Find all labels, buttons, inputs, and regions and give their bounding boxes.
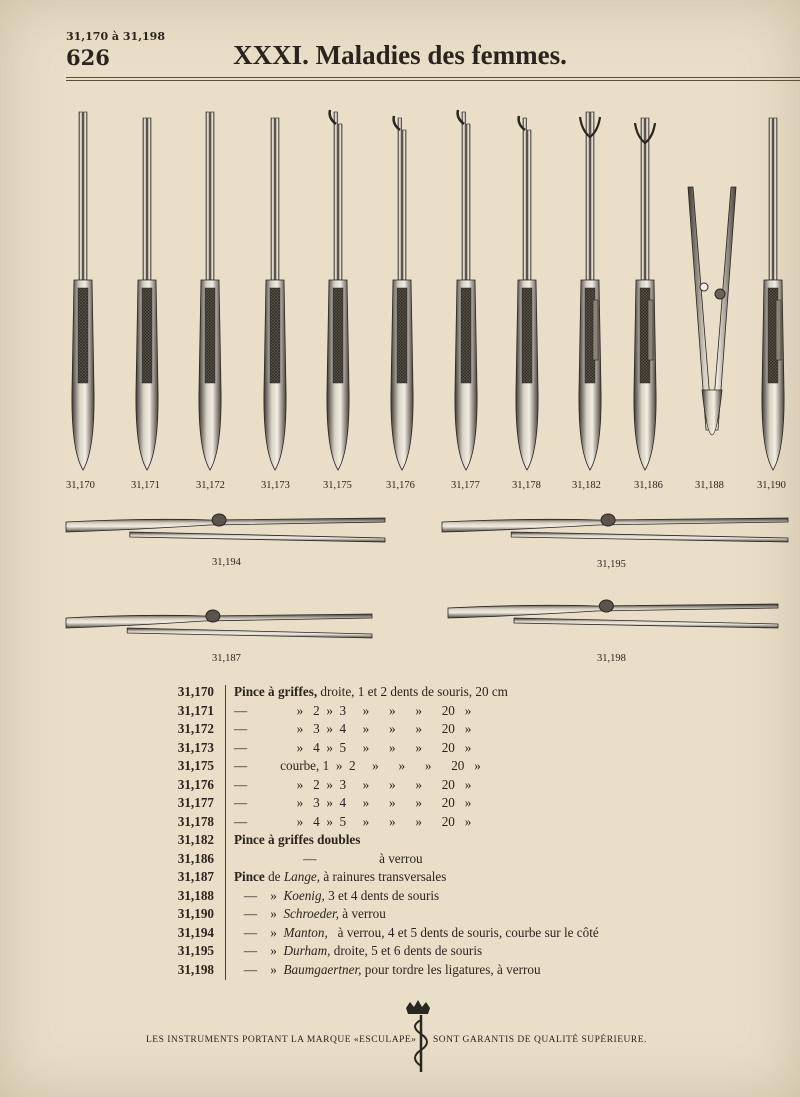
catalog-description <box>234 869 446 885</box>
page-title: XXXI. Maladies des femmes. <box>233 40 567 70</box>
catalog-description <box>234 943 482 959</box>
catalog-description <box>234 962 541 978</box>
catalog-description <box>234 721 471 737</box>
figure-label: 31,188 <box>695 480 724 491</box>
figure-label: 31,175 <box>323 480 352 491</box>
list-item <box>164 943 684 961</box>
description-part: Manton, <box>283 924 328 940</box>
figure-label: 31,171 <box>131 480 160 491</box>
description-part: Koenig, <box>283 887 325 903</box>
catalog-description <box>234 703 471 719</box>
description-part: — » <box>234 961 284 977</box>
figure-label: 31,182 <box>572 480 601 491</box>
catalog-number: 31,190 <box>177 906 214 921</box>
description-part: — » 2 » 3 » » » 20 » <box>234 776 472 792</box>
description-part: droite, 5 et 6 dents de souris <box>330 943 483 958</box>
list-item <box>164 888 684 906</box>
figure-label: 31,195 <box>597 559 626 570</box>
description-part: — courbe, 1 » 2 » » » 20 » <box>234 758 481 773</box>
description-part: pour tordre les ligatures, à verrou <box>361 961 541 977</box>
catalog-number: 31,170 <box>177 684 214 699</box>
catalog-description <box>234 795 471 811</box>
catalog-description <box>234 851 423 867</box>
description-part: — » 4 » 5 » » » 20 » <box>234 739 472 755</box>
list-item <box>164 851 684 869</box>
description-part: — » 3 » 4 » » » 20 » <box>234 721 472 736</box>
catalog-number: 31,171 <box>177 702 214 718</box>
catalog-number: 31,173 <box>177 739 214 755</box>
description-part: — » 3 » 4 » » » 20 » <box>234 795 472 810</box>
list-item <box>164 869 684 887</box>
catalog-description <box>234 888 439 904</box>
description-part: — » <box>234 906 284 921</box>
list-item <box>164 795 684 813</box>
list-item <box>164 758 684 776</box>
figure-label: 31,194 <box>212 557 241 568</box>
figure-label: 31,173 <box>261 480 290 491</box>
catalog-number: 31,172 <box>177 721 214 736</box>
forceps-figure <box>579 112 601 470</box>
list-item <box>164 703 684 721</box>
description-part: — » <box>234 924 284 940</box>
figure-label: 31,176 <box>386 480 415 491</box>
catalog-description <box>234 758 481 774</box>
catalog-description <box>234 832 360 848</box>
description-part: à verrou, 4 et 5 dents de souris, courbe sur le côté <box>327 924 599 940</box>
description-part: droite, 1 et 2 dents de souris, 20 cm <box>317 684 508 699</box>
forceps-figure <box>762 118 784 470</box>
description-part: — » <box>234 943 284 958</box>
forceps-figure <box>136 118 158 470</box>
forceps-figure <box>634 118 656 470</box>
list-item <box>164 925 684 943</box>
list-item <box>164 962 684 980</box>
figure-label: 31,190 <box>757 480 786 491</box>
forceps-figure <box>455 110 477 470</box>
forceps-figure <box>66 514 385 542</box>
forceps-figure <box>688 187 736 435</box>
description-part: 3 et 4 dents de souris <box>324 887 440 903</box>
description-part: Pince à griffes doubles <box>234 832 361 847</box>
catalog-number: 31,194 <box>177 924 214 940</box>
forceps-figure <box>264 118 286 470</box>
forceps-figure <box>72 112 94 470</box>
catalog-description <box>234 740 471 756</box>
forceps-figure <box>516 116 538 470</box>
forceps-figure <box>199 112 221 470</box>
forceps-figure <box>66 610 372 638</box>
catalog-number: 31,175 <box>177 758 214 773</box>
page-range: 31,170 à 31,198 <box>66 30 165 43</box>
catalog-number: 31,195 <box>177 943 214 958</box>
figure-label: 31,170 <box>66 480 95 491</box>
catalog-number: 31,186 <box>177 850 214 866</box>
description-part: à rainures transversales <box>320 869 447 884</box>
catalog-number: 31,176 <box>177 776 214 792</box>
description-part: — » <box>234 887 284 903</box>
forceps-figure <box>391 116 413 470</box>
figure-label: 31,172 <box>196 480 225 491</box>
list-item <box>164 777 684 795</box>
description-part: Pince à griffes, <box>234 684 318 699</box>
description-part: Baumgaertner, <box>283 961 362 977</box>
description-part: — » 2 » 3 » » » 20 » <box>234 702 472 718</box>
description-part: de <box>264 869 284 884</box>
catalog-number: 31,188 <box>177 887 214 903</box>
list-item <box>164 814 684 832</box>
catalog-description <box>234 684 508 700</box>
description-part: Pince <box>234 869 265 884</box>
list-item <box>164 832 684 850</box>
catalog-description <box>234 906 386 922</box>
list-item <box>164 684 684 702</box>
footer-left: LES INSTRUMENTS PORTANT LA MARQUE «ESCULAPE» <box>146 1035 417 1045</box>
catalog-number: 31,177 <box>177 795 214 810</box>
forceps-figure <box>442 514 788 542</box>
list-item <box>164 740 684 758</box>
figure-label: 31,177 <box>451 480 480 491</box>
figure-label: 31,186 <box>634 480 663 491</box>
description-part: — » 4 » 5 » » » 20 » <box>234 813 472 829</box>
description-part: Durham, <box>283 943 331 958</box>
catalog-description <box>234 814 471 830</box>
catalog-description <box>234 925 599 941</box>
catalog-number: 31,182 <box>177 832 214 847</box>
list-item <box>164 906 684 924</box>
catalog-number: 31,198 <box>177 961 214 977</box>
catalog-number: 31,178 <box>177 813 214 829</box>
catalog-number: 31,187 <box>177 869 214 884</box>
description-part: Lange, <box>283 869 321 884</box>
catalog-description <box>234 777 471 793</box>
figure-label: 31,198 <box>597 653 626 664</box>
forceps-figure <box>327 110 349 470</box>
description-part: à verrou <box>339 906 386 921</box>
description-part: Schroeder, <box>283 906 339 921</box>
list-item <box>164 721 684 739</box>
page-number: 626 <box>66 45 110 70</box>
footer-right: SONT GARANTIS DE QUALITÉ SUPÉRIEURE. <box>433 1035 647 1045</box>
description-part: — à verrou <box>234 850 423 866</box>
figure-label: 31,178 <box>512 480 541 491</box>
figure-label: 31,187 <box>212 653 241 664</box>
forceps-figure <box>448 600 778 628</box>
